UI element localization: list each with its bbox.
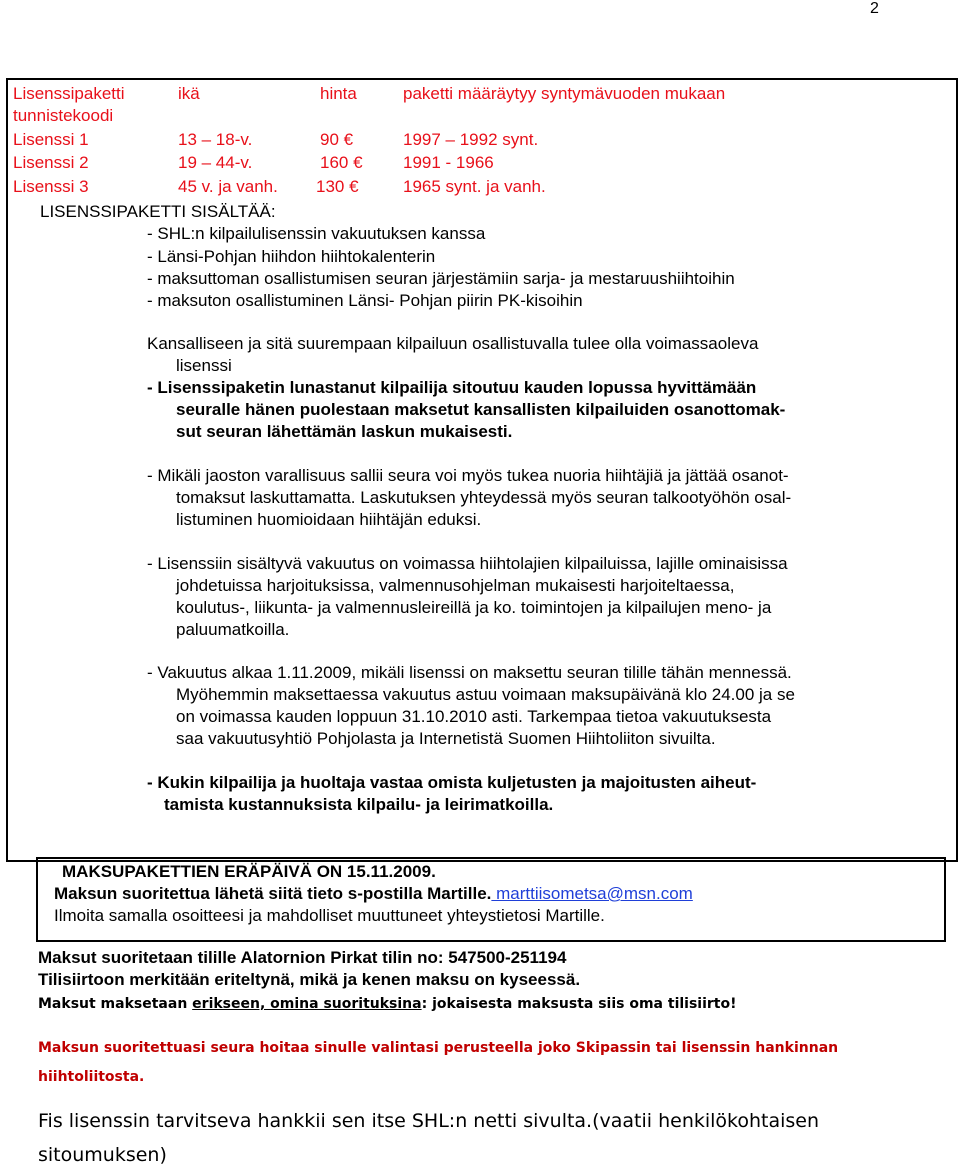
row-license-name: Lisenssi 1 — [13, 130, 89, 149]
account-separate-note — [38, 996, 737, 1012]
email-link[interactable]: marttiisometsa@msn.com — [491, 884, 693, 903]
para-text: - Mikäli jaoston varallisuus sallii seura voi myös tukea nuoria hiihtäjiä ja jättää osanot- — [147, 466, 789, 485]
contents-item: - maksuton osallistuminen Länsi- Pohjan piirin PK-kisoihin — [147, 291, 583, 310]
account-note-underlined: erikseen, omina suorituksina — [192, 996, 422, 1012]
para-text: saa vakuutusyhtiö Pohjolasta ja Internetistä Suomen Hiihtoliiton sivuilta. — [176, 729, 716, 748]
header-birth-year: paketti määräytyy syntymävuoden mukaan — [403, 84, 726, 103]
header-package-code-line2: tunnistekoodi — [13, 106, 114, 125]
para-text: - Lisenssiin sisältyvä vakuutus on voimassa hiihtolajien kilpailuissa, lajille ominaisissa — [147, 554, 788, 573]
notice-line: hiihtoliitosta. — [38, 1069, 145, 1085]
row-license-age: 19 – 44-v. — [178, 153, 253, 172]
row-license-price: 90 € — [320, 130, 354, 149]
contents-item: - Länsi-Pohjan hiihdon hiihtokalenterin — [147, 247, 436, 266]
contents-item: - maksuttoman osallistumisen seuran järjestämiin sarja- ja mestaruushiihtoihin — [147, 269, 735, 288]
fis-line: Fis lisenssin tarvitseva hankkii sen itse SHL:n netti sivulta.(vaatii henkilökohtaisen — [38, 1110, 820, 1132]
payment-notify-text: Maksun suoritettua lähetä siitä tieto s-postilla Martille. — [54, 884, 492, 903]
fis-line: sitoumuksen) — [38, 1144, 167, 1166]
page-number: 2 — [870, 0, 879, 17]
row-license-age: 13 – 18-v. — [178, 130, 253, 149]
account-line: Maksut suoritetaan tilille Alatornion Pirkat tilin no: 547500-251194 — [38, 948, 567, 967]
para-bold-text: sut seuran lähettämän laskun mukaisesti. — [176, 422, 513, 441]
row-license-years: 1991 - 1966 — [403, 153, 494, 172]
row-license-price: 130 € — [316, 177, 359, 196]
para-bold-text: - Kukin kilpailija ja huoltaja vastaa omista kuljetusten ja majoitusten aiheut- — [147, 773, 757, 792]
payment-notify-line — [54, 882, 693, 906]
para-text: - Vakuutus alkaa 1.11.2009, mikäli lisenssi on maksettu seuran tilille tähän mennessä. — [147, 663, 792, 682]
para-text: lisenssi — [176, 356, 232, 375]
header-package-code: Lisenssipaketti — [13, 84, 125, 103]
row-license-name: Lisenssi 2 — [13, 153, 89, 172]
para-bold-text: seuralle hänen puolestaan maksetut kansallisten kilpailuiden osanottomak- — [176, 400, 786, 419]
row-license-years: 1965 synt. ja vanh. — [403, 177, 546, 196]
para-text: paluumatkoilla. — [176, 620, 290, 639]
para-text: Kansalliseen ja sitä suurempaan kilpailuun osallistuvalla tulee olla voimassaoleva — [147, 334, 759, 353]
row-license-years: 1997 – 1992 synt. — [403, 130, 539, 149]
para-text: Myöhemmin maksettaessa vakuutus astuu voimaan maksupäivänä klo 24.00 ja se — [176, 685, 795, 704]
row-license-name: Lisenssi 3 — [13, 177, 89, 196]
header-price: hinta — [320, 84, 357, 103]
account-note-part: Maksut maksetaan — [38, 996, 193, 1012]
para-text: on voimassa kauden loppuun 31.10.2010 asti. Tarkempaa tietoa vakuutuksesta — [176, 707, 772, 726]
account-note-part: : jokaisesta maksusta siis oma tilisiirto! — [421, 996, 737, 1012]
para-bold-text: tamista kustannuksista kilpailu- ja leirimatkoilla. — [164, 795, 554, 814]
para-text: tomaksut laskuttamatta. Laskutuksen yhteydessä myös seuran talkootyöhön osal- — [176, 488, 792, 507]
account-line: Tilisiirtoon merkitään eriteltynä, mikä ja kenen maksu on kyseessä. — [38, 970, 581, 989]
payment-due-title: MAKSUPAKETTIEN ERÄPÄIVÄ ON 15.11.2009. — [62, 862, 436, 881]
notice-line: Maksun suoritettuasi seura hoitaa sinulle valintasi perusteella joko Skipassin tai lisenssin hankinnan — [38, 1040, 839, 1056]
para-text: listuminen huomioidaan hiihtäjän eduksi. — [176, 510, 482, 529]
contents-heading: LISENSSIPAKETTI SISÄLTÄÄ: — [40, 202, 276, 221]
para-bold-text: - Lisenssipaketin lunastanut kilpailija sitoutuu kauden lopussa hyvittämään — [147, 378, 757, 397]
para-text: johdetuissa harjoituksissa, valmennusohjelman mukaisesti harjoiteltaessa, — [176, 576, 735, 595]
contents-item: - SHL:n kilpailulisenssin vakuutuksen kanssa — [147, 224, 486, 243]
row-license-age: 45 v. ja vanh. — [178, 177, 278, 196]
row-license-price: 160 € — [320, 153, 363, 172]
header-age: ikä — [178, 84, 200, 103]
para-text: koulutus-, liikunta- ja valmennusleireillä ja ko. toimintojen ja kilpailujen meno- ja — [176, 598, 772, 617]
payment-contact-line: Ilmoita samalla osoitteesi ja mahdolliset muuttuneet yhteystietosi Martille. — [54, 906, 605, 925]
